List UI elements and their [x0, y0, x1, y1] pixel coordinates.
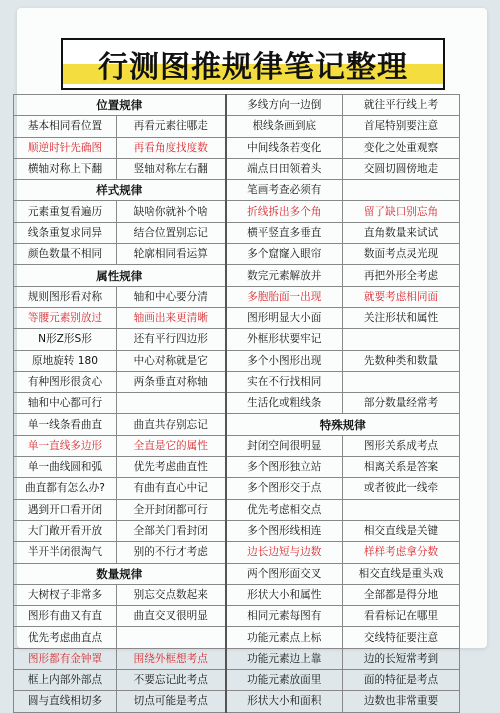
table-cell: 围绕外框想考点	[117, 648, 226, 669]
table-cell: 相同元素每图有	[226, 606, 343, 627]
table-cell: 端点日田领着头	[226, 158, 343, 179]
table-cell: 轴和中心要分清	[117, 286, 226, 307]
table-row	[14, 201, 460, 222]
table-cell: 根线条画到底	[226, 116, 343, 137]
table-cell: 线条重复求同异	[14, 222, 117, 243]
table-row	[14, 116, 460, 137]
table-cell: 缺啥你就补个啥	[117, 201, 226, 222]
table-cell: 轴画出来更清晰	[117, 307, 226, 328]
table-cell: 切点可能是考点	[117, 691, 226, 712]
table-cell: 样样考虑拿分数	[343, 542, 460, 563]
table-cell: 折线拆出多个角	[226, 201, 343, 222]
table-row	[14, 691, 460, 712]
table-row	[14, 137, 460, 158]
table-cell: 单一线条看曲直	[14, 414, 117, 435]
section-header: 位置规律	[14, 95, 226, 116]
table-cell: 规则图形看对称	[14, 286, 117, 307]
table-cell: 看看标记在哪里	[343, 606, 460, 627]
table-cell: 图形关系成考点	[343, 435, 460, 456]
table-cell: N形Z形S形	[14, 329, 117, 350]
table-cell: 全部都是得分地	[343, 584, 460, 605]
notes-table	[13, 94, 460, 713]
table-cell: 单一直线多边形	[14, 435, 117, 456]
table-row	[14, 180, 460, 201]
table-cell: 曲直共存别忘记	[117, 414, 226, 435]
table-cell: 曲直交叉很明显	[117, 606, 226, 627]
table-row	[14, 520, 460, 541]
page-title: 行测图推规律笔记整理	[98, 50, 408, 85]
table-row	[14, 584, 460, 605]
table-cell: 边长边短与边数	[226, 542, 343, 563]
table-cell: 交线特征要注意	[343, 627, 460, 648]
table-cell: 边的长短常考到	[343, 648, 460, 669]
table-cell: 别忘交点数起来	[117, 584, 226, 605]
table-cell: 功能元素边上靠	[226, 648, 343, 669]
section-header: 属性规律	[14, 265, 226, 286]
table-cell: 封闭空间很明显	[226, 435, 343, 456]
table-cell: 优先考虑曲直点	[14, 627, 117, 648]
table-cell: 先数种类和数量	[343, 350, 460, 371]
table-row	[14, 286, 460, 307]
section-header: 样式规律	[14, 180, 226, 201]
table-cell: 顺逆时针先确图	[14, 137, 117, 158]
table-cell: 数面考点灵光现	[343, 244, 460, 265]
table-cell: 不要忘记此考点	[117, 670, 226, 691]
table-row	[14, 265, 460, 286]
table-cell: 实在不行找相同	[226, 371, 343, 392]
table-row	[14, 478, 460, 499]
table-cell: 单一曲线圆和弧	[14, 457, 117, 478]
table-cell: 多个图形独立站	[226, 457, 343, 478]
table-cell	[343, 371, 460, 392]
table-cell: 曲直都有怎么办?	[14, 478, 117, 499]
table-row	[14, 542, 460, 563]
table-row	[14, 457, 460, 478]
table-cell: 图形有曲又有直	[14, 606, 117, 627]
table-cell: 多线方向一边倒	[226, 95, 343, 116]
table-cell: 或者彼此一线牵	[343, 478, 460, 499]
table-row	[14, 414, 460, 435]
table-row	[14, 563, 460, 584]
table-cell: 多个图形交于点	[226, 478, 343, 499]
table-cell: 优先考虑相交点	[226, 499, 343, 520]
table-cell: 结合位置别忘记	[117, 222, 226, 243]
table-cell: 功能元素点上标	[226, 627, 343, 648]
table-row	[14, 222, 460, 243]
table-cell: 轴和中心都可行	[14, 393, 117, 414]
table-row	[14, 158, 460, 179]
table-cell: 相离关系是答案	[343, 457, 460, 478]
title-area	[17, 8, 487, 94]
title-box	[61, 38, 445, 90]
table-cell: 原地旋转 180	[14, 350, 117, 371]
table-cell: 再看元素往哪走	[117, 116, 226, 137]
table-cell	[343, 329, 460, 350]
table-cell	[117, 393, 226, 414]
table-row	[14, 499, 460, 520]
table-row	[14, 670, 460, 691]
table-cell: 横轴对称上下翻	[14, 158, 117, 179]
table-cell: 形状大小和面积	[226, 691, 343, 712]
table-cell: 竖轴对称左右翻	[117, 158, 226, 179]
table-row	[14, 329, 460, 350]
table-cell: 关注形状和属性	[343, 307, 460, 328]
table-cell: 图形明显大小面	[226, 307, 343, 328]
table-cell: 颜色数量不相同	[14, 244, 117, 265]
table-row	[14, 307, 460, 328]
table-row	[14, 95, 460, 116]
table-cell: 再看角度找度数	[117, 137, 226, 158]
table-cell: 相交直线是关键	[343, 520, 460, 541]
table-cell: 边数也非常重要	[343, 691, 460, 712]
table-cell: 功能元素放面里	[226, 670, 343, 691]
table-cell: 面的特征是考点	[343, 670, 460, 691]
table-cell: 遇到开口看开闭	[14, 499, 117, 520]
table-cell: 多个窟窿入眼帘	[226, 244, 343, 265]
table-cell: 图形都有金钟罩	[14, 648, 117, 669]
table-cell: 中心对称就是它	[117, 350, 226, 371]
table-cell: 半开半闭很淘气	[14, 542, 117, 563]
table-row	[14, 648, 460, 669]
table-cell: 两条垂直对称轴	[117, 371, 226, 392]
table-cell: 元素重复看遍历	[14, 201, 117, 222]
table-cell: 生活化或粗线条	[226, 393, 343, 414]
table-cell: 变化之处重观察	[343, 137, 460, 158]
table-cell: 轮廓相同看运算	[117, 244, 226, 265]
table-cell: 全部关门看封闭	[117, 520, 226, 541]
table-cell	[343, 180, 460, 201]
table-cell: 数完元素解放并	[226, 265, 343, 286]
table-cell: 中间线条若变化	[226, 137, 343, 158]
section-header: 特殊规律	[226, 414, 460, 435]
table-cell: 框上内部外部点	[14, 670, 117, 691]
table-cell: 有种图形很贪心	[14, 371, 117, 392]
table-cell: 部分数量经常考	[343, 393, 460, 414]
table-cell: 有曲有直心中记	[117, 478, 226, 499]
table-cell: 全直是它的属性	[117, 435, 226, 456]
table-cell: 就要考虑相同面	[343, 286, 460, 307]
table-cell: 多胞胎面一出现	[226, 286, 343, 307]
table-cell: 横平竖直多垂直	[226, 222, 343, 243]
table-row	[14, 435, 460, 456]
table-cell: 优先考虑曲直性	[117, 457, 226, 478]
table-row	[14, 393, 460, 414]
table-cell: 相交直线是重头戏	[343, 563, 460, 584]
table-cell: 交圆切圆傍地走	[343, 158, 460, 179]
table-cell: 形状大小和属性	[226, 584, 343, 605]
table-row	[14, 371, 460, 392]
table-cell: 再把外形全考虑	[343, 265, 460, 286]
table-row	[14, 627, 460, 648]
table-cell: 多个图形线相连	[226, 520, 343, 541]
table-cell: 首尾特别要注意	[343, 116, 460, 137]
table-cell: 全开封闭都可行	[117, 499, 226, 520]
table-cell: 别的不行才考虑	[117, 542, 226, 563]
table-cell: 圆与直线相切多	[14, 691, 117, 712]
table-cell: 留了缺口别忘角	[343, 201, 460, 222]
table-cell: 等腰元素别放过	[14, 307, 117, 328]
table-cell: 还有平行四边形	[117, 329, 226, 350]
table-cell: 就往平行线上考	[343, 95, 460, 116]
table-cell: 基本相同看位置	[14, 116, 117, 137]
table-row	[14, 244, 460, 265]
table-cell: 外框形状要牢记	[226, 329, 343, 350]
table-cell: 大树杈子非常多	[14, 584, 117, 605]
table-cell	[117, 627, 226, 648]
table-cell	[343, 499, 460, 520]
section-header: 数量规律	[14, 563, 226, 584]
table-cell: 两个图形面交叉	[226, 563, 343, 584]
table-cell: 笔画考查必须有	[226, 180, 343, 201]
table-row	[14, 350, 460, 371]
table-row	[14, 606, 460, 627]
table-cell: 大门敞开看开放	[14, 520, 117, 541]
table-cell: 多个小图形出现	[226, 350, 343, 371]
table-cell: 直角数量来试试	[343, 222, 460, 243]
